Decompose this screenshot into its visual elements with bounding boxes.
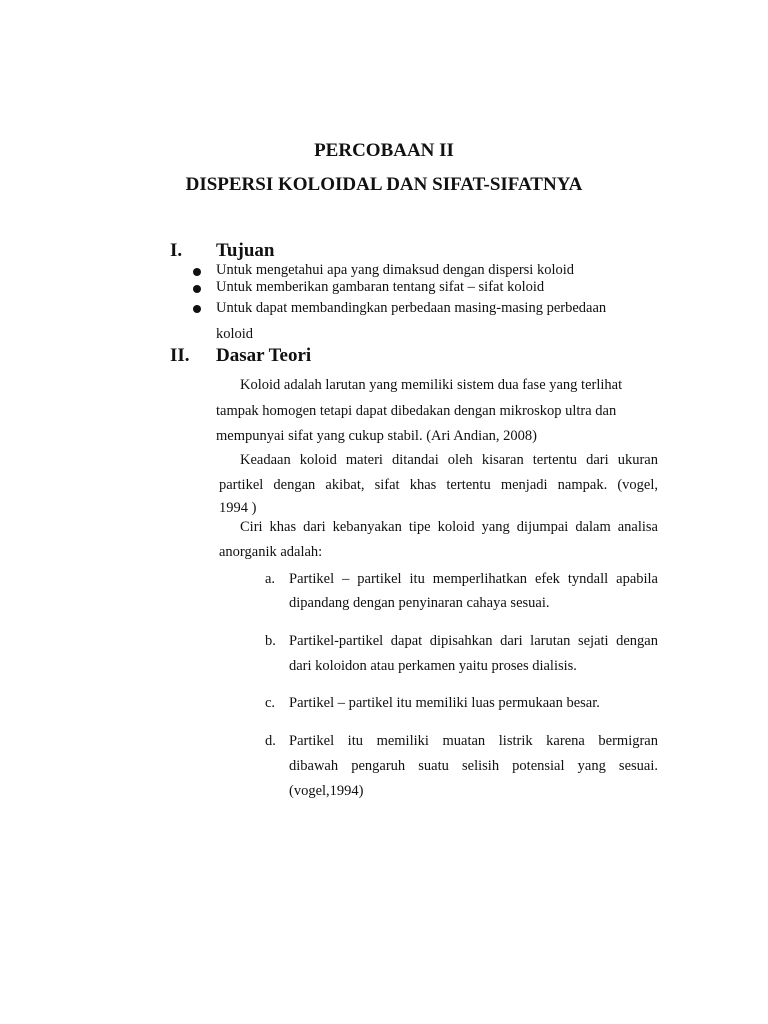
paragraph-line: Koloid adalah larutan yang memiliki sistem dua fase yang terlihat [240,377,623,393]
list-marker: d. [265,733,276,749]
list-item-line: Partikel – partikel itu memperlihatkan efek tyndall apabila [289,571,658,587]
objective-item: Untuk dapat membandingkan perbedaan masing-masing perbedaan [216,300,607,316]
list-item-line: (vogel,1994) [289,783,364,799]
paragraph-line: tampak homogen tetapi dapat dibedakan dengan mikroskop ultra dan [216,403,617,419]
list-item-line: dari koloidon atau perkamen yaitu proses dialisis. [289,658,577,674]
list-marker: b. [265,633,276,649]
paragraph-line: anorganik adalah: [219,544,323,560]
list-item-line: Partikel itu memiliki muatan listrik karena bermigran [289,733,658,749]
document-title: PERCOBAAN II [314,140,454,161]
bullet-icon [193,268,201,276]
objective-item: Untuk mengetahui apa yang dimaksud dengan dispersi koloid [216,262,574,278]
paragraph-line: Ciri khas dari kebanyakan tipe koloid yang dijumpai dalam analisa [240,519,658,535]
section-2-heading: Dasar Teori [216,345,312,366]
objective-item: Untuk memberikan gambaran tentang sifat – sifat koloid [216,279,545,295]
list-marker: c. [265,695,276,711]
bullet-icon [193,305,201,313]
list-item-line: dipandang dengan penyinaran cahaya sesuai. [289,595,550,611]
paragraph-line: mempunyai sifat yang cukup stabil. (Ari Andian, 2008) [216,428,537,444]
list-item-line: Partikel – partikel itu memiliki luas permukaan besar. [289,695,600,711]
paragraph-line: Keadaan koloid materi ditandai oleh kisaran tertentu dari ukuran [240,452,658,468]
paragraph-line: 1994 ) [219,500,257,516]
bullet-icon [193,285,201,293]
document-subtitle: DISPERSI KOLOIDAL DAN SIFAT-SIFATNYA [185,174,583,195]
list-marker: a. [265,571,276,587]
paragraph-line: partikel dengan akibat, sifat khas tertentu menjadi nampak. (vogel, [219,477,658,493]
section-2-number: II. [170,345,190,366]
section-1-number: I. [170,240,183,261]
objective-item-continuation: koloid [216,326,254,342]
list-item-line: Partikel-partikel dapat dipisahkan dari larutan sejati dengan [289,633,658,649]
section-1-heading: Tujuan [216,240,275,261]
list-item-line: dibawah pengaruh suatu selisih potensial yang sesuai. [289,758,658,774]
